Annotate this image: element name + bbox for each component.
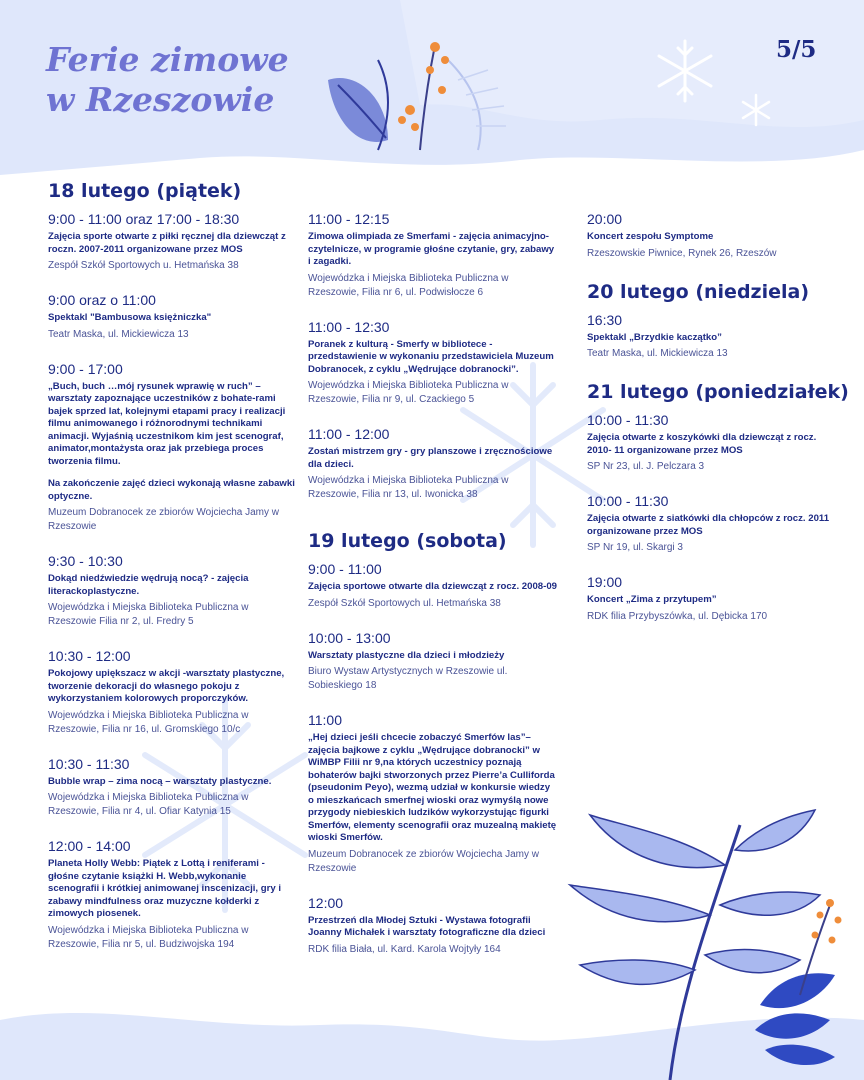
event-item: [587, 573, 837, 624]
event-title: Warsztaty plastyczne dla dzieci i młodzieży: [308, 649, 505, 661]
day-heading-20-feb: 20 lutego (niedziela): [587, 280, 810, 303]
leaf-branch-icon: [560, 795, 860, 1080]
event-title-note: Na zakończenie zajęć dzieci wykonają własne zabawki optyczne.: [48, 478, 295, 502]
event-item: [308, 711, 558, 876]
event-item: [587, 492, 837, 555]
event-place: Wojewódzka i Miejska Biblioteka Publiczna w Rzeszowie, Filia nr 16, ul. Gromskiego 10/c: [48, 709, 249, 735]
event-time: 9:00 oraz o 11:00: [48, 292, 156, 308]
event-title: Koncert „Zima z przytupem”: [587, 594, 717, 605]
event-item: [308, 318, 558, 408]
event-time: 11:00 - 12:00: [308, 426, 390, 442]
event-time: 12:00: [308, 894, 344, 911]
event-time: 11:00: [308, 712, 342, 728]
event-item: [308, 425, 558, 502]
event-place: Teatr Maska, ul. Mickiewicza 13: [587, 348, 728, 359]
event-title: Spektakl "Bambusowa księżniczka": [48, 312, 212, 323]
event-title: Pokojowy upiększacz w akcji -warsztaty plastyczne, tworzenie dekoracji do własnego pokoju z wykorzystaniem kolorowych proporczyków.: [48, 668, 285, 704]
event-place: Muzeum Dobranocek ze zbiorów Wojciecha Jamy w Rzeszowie: [48, 507, 280, 532]
event-title: Spektakl „Brzydkie kaczątko”: [587, 331, 722, 343]
event-place: Biuro Wystaw Artystycznych w Rzeszowie ul. Sobieskiego 18: [308, 666, 508, 691]
event-title: Zajęcia otwarte z koszykówki dla dziewcząt z rocz. 2010- 11 organizowane przez MOS: [587, 432, 817, 456]
page-number: 5/5: [776, 36, 817, 63]
event-place: Wojewódzka i Miejska Biblioteka Publiczna w Rzeszowie, Filia nr 4, ul. Ofiar Katynia 15: [48, 792, 249, 817]
event-title: „Buch, buch …mój rysunek wprawię w ruch” – warsztaty zapoznające uczestników z bohate-rami bajek sprzed lat, kolejnymi etapami pracy i realizacji filmu animowanego i różnorodnymi technikami animacji. Wyjaśnią uczestnikom kim jest scenograf, animator,montażysta oraz jak przebiega proces tworzenia filmu.: [48, 380, 286, 467]
event-item: [308, 210, 558, 300]
event-item: [308, 629, 558, 694]
event-time: 9:30 - 10:30: [48, 553, 123, 569]
event-place: Zespół Szkół Sportowych ul. Hetmańska 38: [308, 597, 501, 609]
title-line-1: Ferie zimowe: [46, 40, 289, 79]
event-title: „Hej dzieci jeśli chcecie zobaczyć Smerfów las”– zajęcia bajkowe z cyklu „Wędrujące dobranocki” w WiMBP Filii nr 9,na których uczestnicy poznają bohaterów bajki stworzonych przez Pierre’a Culliforda (pseudonim Peyo), wezmą udział w konkursie wiedzy o mieszkańcach smerfnej wioski oraz wymyślą nowe przygody niebieskich ludzików wykorzystując figurki Smerfów, elementy scenografii oraz muzealną makietę wioski Smerfów.: [308, 732, 557, 843]
day-heading-19-feb: 19 lutego (sobota): [308, 530, 507, 552]
event-place: Teatr Maska, ul. Mickiewicza 13: [48, 328, 189, 340]
column-19-feb: [308, 210, 558, 975]
event-place: Wojewódzka i Miejska Biblioteka Publiczna w Rzeszowie, Filia nr 13, ul. Iwonicka 38: [308, 475, 509, 500]
day-heading-18-feb: 18 lutego (piątek): [48, 180, 242, 202]
event-title: Zimowa olimpiada ze Smerfami - zajęcia animacyjno-czytelnicze, w programie głośne czytanie, gry, zabawy i zagadki.: [308, 231, 555, 267]
event-time: 10:00 - 11:30: [587, 493, 669, 509]
event-item: [48, 210, 298, 273]
event-item: [48, 837, 298, 952]
event-time: 16:30: [587, 311, 623, 328]
event-item: [48, 360, 298, 535]
event-title: Zajęcia otwarte z siatkówki dla chłopców z rocz. 2011 organizowane przez MOS: [587, 513, 830, 537]
event-time: 10:00 - 11:30: [587, 412, 669, 428]
event-time: 10:00 - 13:00: [308, 629, 391, 646]
column-18-feb: [48, 178, 298, 970]
event-place: Muzeum Dobranocek ze zbiorów Wojciecha Jamy w Rzeszowie: [308, 848, 540, 874]
event-place: RDK filia Biała, ul. Kard. Karola Wojtyły 164: [308, 943, 501, 955]
event-place: Wojewódzka i Miejska Biblioteka Publiczna w Rzeszowie, Filia nr 6, ul. Podwisłocze 6: [308, 272, 509, 298]
event-item: [308, 894, 558, 957]
event-time: 10:30 - 12:00: [48, 648, 131, 664]
event-place: Wojewódzka i Miejska Biblioteka Publiczna w Rzeszowie Filia nr 2, ul. Fredry 5: [48, 602, 249, 627]
event-place: Wojewódzka i Miejska Biblioteka Publiczna w Rzeszowie, Filia nr 9, ul. Czackiego 5: [308, 380, 509, 405]
event-place: SP Nr 23, ul. J. Pelczara 3: [587, 461, 705, 472]
event-title: Zostań mistrzem gry - gry planszowe i zręcznościowe dla dzieci.: [308, 446, 553, 470]
event-time: 11:00 - 12:30: [308, 318, 390, 335]
event-item: [48, 647, 298, 737]
event-place: SP Nr 19, ul. Skargi 3: [587, 542, 683, 553]
event-place: Wojewódzka i Miejska Biblioteka Publiczna w Rzeszowie, Filia nr 5, ul. Budziwojska 194: [48, 924, 249, 950]
berry-branch-icon: [390, 35, 460, 155]
event-time: 19:00: [587, 574, 623, 590]
snowflake-icon: [650, 36, 720, 106]
event-time: 20:00: [587, 211, 623, 227]
snowflake-icon: [738, 92, 774, 128]
event-title: Koncert zespołu Symptome: [587, 231, 714, 242]
event-place: Zespół Szkół Sportowych u. Hetmańska 38: [48, 260, 239, 271]
event-title: Poranek z kulturą - Smerfy w bibliotece - przedstawienie w wykonaniu przedstawiciela Muzeum Dobranocek, z cyklu „Wędrujące dobranocki”.: [308, 338, 554, 375]
event-title: Przestrzeń dla Młodej Sztuki - Wystawa fotografii Joanny Michałek i warsztaty fotograficzne dla dzieci: [308, 914, 546, 938]
event-item: [48, 552, 298, 629]
event-item: [587, 311, 837, 362]
event-title: Zajęcia sporte otwarte z piłki ręcznej dla dziewcząt z roczn. 2007-2011 organizowane przez MOS: [48, 231, 286, 255]
page-title: [46, 40, 289, 120]
title-line-2: w Rzeszowie: [46, 80, 275, 119]
event-time: 11:00 - 12:15: [308, 211, 390, 227]
event-time: 12:00 - 14:00: [48, 838, 131, 854]
event-item: [587, 411, 837, 474]
event-place: RDK filia Przybyszówka, ul. Dębicka 170: [587, 610, 768, 622]
event-title: Dokąd niedźwiedzie wędrują nocą? - zajęcia literackoplastyczne.: [48, 573, 249, 597]
event-item: [587, 210, 837, 261]
event-place: Rzeszowskie Piwnice, Rynek 26, Rzeszów: [587, 247, 777, 259]
event-time: 9:00 - 11:00: [308, 561, 382, 577]
event-item: [48, 755, 298, 820]
event-time: 9:00 - 17:00: [48, 360, 123, 377]
event-title: Planeta Holly Webb: Piątek z Lottą i reniferami - głośne czytanie książki H. Webb,wykonanie scenografii i krótkiej animowanej inscenizacji, gry i zabawy mindfulness oraz muzyczne kołderki z zimowych piosenek.: [48, 858, 281, 919]
column-20-21-feb: [587, 210, 849, 642]
event-item: [308, 560, 558, 611]
event-title: Zajęcia sportowe otwarte dla dziewcząt z rocz. 2008-09: [308, 581, 557, 592]
event-time: 9:00 - 11:00 oraz 17:00 - 18:30: [48, 211, 240, 227]
day-heading-21-feb: 21 lutego (poniedziałek): [587, 381, 849, 403]
event-title: Bubble wrap – zima nocą – warsztaty plastyczne.: [48, 775, 272, 787]
event-item: [48, 291, 298, 342]
event-time: 10:30 - 11:30: [48, 755, 130, 772]
